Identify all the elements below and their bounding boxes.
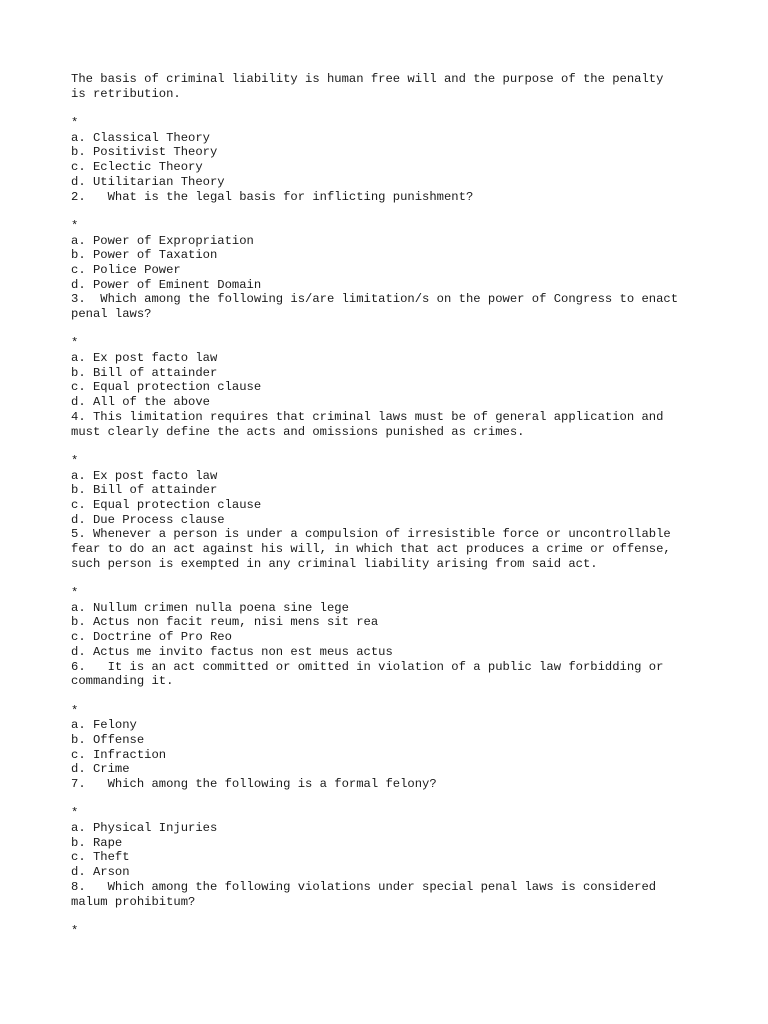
option: c. Infraction bbox=[71, 747, 167, 762]
option: a. Nullum crimen nulla poena sine lege bbox=[71, 600, 349, 615]
option: b. Actus non facit reum, nisi mens sit rea bbox=[71, 615, 379, 630]
option: d. All of the above bbox=[71, 395, 210, 410]
option: a. Felony bbox=[71, 718, 137, 733]
question-prompt: such person is exempted in any criminal liability arising from said act. bbox=[71, 556, 598, 571]
option: c. Doctrine of Pro Reo bbox=[71, 630, 232, 645]
question-prompt: penal laws? bbox=[71, 307, 152, 321]
document-page bbox=[71, 72, 711, 939]
question-marker: * bbox=[71, 218, 79, 233]
option: d. Crime bbox=[71, 762, 130, 777]
question-marker: * bbox=[71, 703, 79, 718]
question-marker: * bbox=[71, 453, 79, 468]
intro-line: The basis of criminal liability is human free will and the purpose of the penalty bbox=[71, 72, 664, 86]
option: b. Positivist Theory bbox=[71, 145, 218, 160]
option: d. Utilitarian Theory bbox=[71, 174, 225, 189]
option: a. Power of Expropriation bbox=[71, 233, 254, 248]
question-marker: * bbox=[71, 336, 79, 351]
question-marker: * bbox=[71, 806, 79, 821]
question-prompt: 4. This limitation requires that criminal laws must be of general application and bbox=[71, 409, 664, 424]
question-marker: * bbox=[71, 116, 79, 131]
question-prompt: 6. It is an act committed or omitted in violation of a public law forbidding or bbox=[71, 659, 664, 674]
question-marker: * bbox=[71, 923, 79, 938]
option: c. Equal protection clause bbox=[71, 380, 262, 395]
option: a. Physical Injuries bbox=[71, 821, 218, 836]
question-prompt: 5. Whenever a person is under a compulsion of irresistible force or uncontrollable bbox=[71, 527, 671, 542]
option: d. Arson bbox=[71, 865, 130, 880]
question-prompt: 7. Which among the following is a formal felony? bbox=[71, 777, 437, 791]
option: a. Ex post facto law bbox=[71, 351, 218, 366]
option: d. Actus me invito factus non est meus actus bbox=[71, 644, 393, 659]
option: c. Theft bbox=[71, 850, 130, 865]
option: c. Police Power bbox=[71, 262, 181, 277]
question-prompt: commanding it. bbox=[71, 674, 174, 689]
option: b. Rape bbox=[71, 835, 123, 850]
option: b. Bill of attainder bbox=[71, 365, 218, 380]
intro-line: is retribution. bbox=[71, 86, 181, 101]
question-prompt: 2. What is the legal basis for inflicting punishment? bbox=[71, 189, 474, 204]
option: b. Power of Taxation bbox=[71, 248, 218, 263]
option: b. Bill of attainder bbox=[71, 483, 218, 498]
option: d. Power of Eminent Domain bbox=[71, 277, 262, 292]
option: c. Eclectic Theory bbox=[71, 160, 203, 175]
question-prompt: fear to do an act against his will, in which that act produces a crime or offense, bbox=[71, 542, 671, 556]
question-prompt: 3. Which among the following is/are limitation/s on the power of Congress to enact bbox=[71, 292, 679, 307]
option: a. Ex post facto law bbox=[71, 468, 218, 483]
question-marker: * bbox=[71, 586, 79, 601]
question-prompt: must clearly define the acts and omissions punished as crimes. bbox=[71, 424, 525, 439]
option: a. Classical Theory bbox=[71, 130, 210, 145]
question-prompt: malum prohibitum? bbox=[71, 894, 196, 909]
question-prompt: 8. Which among the following violations under special penal laws is considered bbox=[71, 879, 657, 894]
option: d. Due Process clause bbox=[71, 512, 225, 527]
option: b. Offense bbox=[71, 732, 145, 747]
option: c. Equal protection clause bbox=[71, 497, 262, 512]
